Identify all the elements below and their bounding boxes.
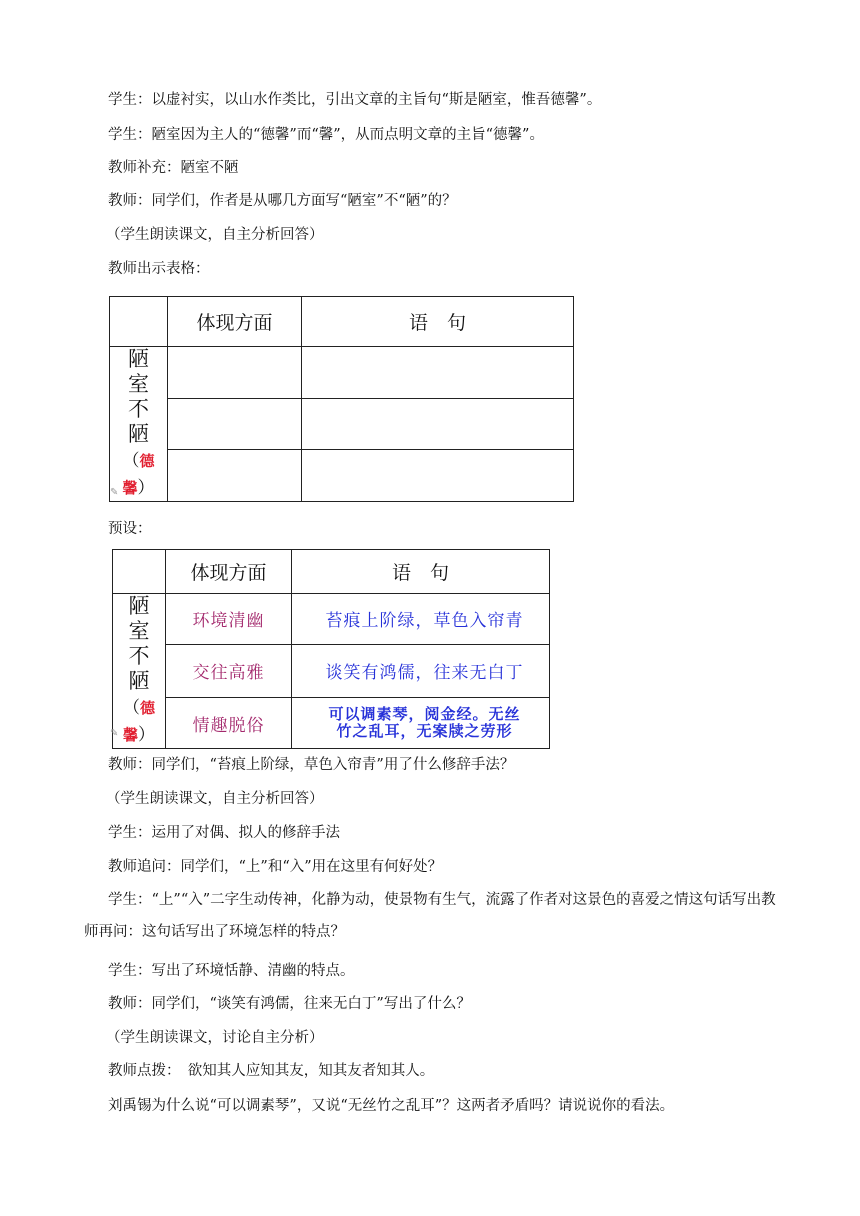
paragraph: （学生朗读课文，自主分析回答） [106, 227, 324, 243]
header-sentence: 语 句 [302, 297, 574, 347]
side-label-red: 德馨 [122, 699, 155, 744]
paragraph: （学生朗读课文，自主分析回答） [106, 791, 324, 807]
header-aspect: 体现方面 [166, 550, 292, 594]
header-sentence: 语 句 [292, 550, 550, 594]
paragraph: 教师补充：陋室不陋 [108, 160, 239, 176]
paragraph: 教师追问：同学们，“上”和“入”用在这里有何好处？ [108, 859, 443, 875]
paragraph: 教师：同学们，“苔痕上阶绿，草色入帘青”用了什么修辞手法？ [108, 757, 515, 773]
paragraph: 刘禹锡为什么说“可以调素琴”，又说“无丝竹之乱耳”？这两者矛盾吗？请说说你的看法。 [108, 1098, 675, 1114]
empty-cell [302, 347, 574, 399]
aspect-cell: 交往高雅 [166, 644, 292, 697]
paragraph: 学生：以虚衬实，以山水作类比，引出文章的主旨句“斯是陋室，惟吾德馨”。 [108, 92, 602, 108]
side-label: 陋 室 不 陋 （德馨） [113, 594, 166, 749]
empty-cell [302, 450, 574, 502]
empty-table [109, 296, 574, 502]
paragraph: （学生朗读课文，讨论自主分析） [106, 1030, 324, 1046]
paragraph: 教师出示表格： [108, 261, 210, 277]
anchor-mark-icon: ✎ [110, 728, 119, 739]
empty-cell [168, 347, 302, 399]
sentence-cell: 谈笑有鸿儒，往来无白丁 [292, 644, 550, 697]
sentence-cell: 可以调素琴，阅金经。无丝 竹之乱耳，无案牍之劳形 [292, 698, 550, 749]
paragraph: 学生：运用了对偶、拟人的修辞手法 [108, 825, 340, 841]
paragraph: 教师点拨： 欲知其人应知其友，知其友者知其人。 [108, 1063, 435, 1079]
paragraph: 教师：同学们，“谈笑有鸿儒，往来无白丁”写出了什么？ [108, 996, 471, 1012]
sentence-cell: 苔痕上阶绿，草色入帘青 [292, 594, 550, 645]
header-aspect: 体现方面 [168, 297, 302, 347]
paragraph: 学生：写出了环境恬静、清幽的特点。 [108, 963, 355, 979]
empty-cell [168, 450, 302, 502]
side-label-red: 德馨 [122, 452, 155, 497]
preset-label: 预设： [108, 521, 152, 537]
corner-cell [113, 550, 166, 594]
filled-table [112, 549, 550, 749]
empty-cell [168, 398, 302, 450]
paragraph-wrapped: 学生：“上”“入”二字生动传神，化静为动，使景物有生气，流露了作者对这景色的喜爱之情这句话写出教师再问：这句话写出了环境怎样的特点？ [84, 892, 776, 940]
anchor-mark-icon: ✎ [110, 487, 119, 498]
side-label: 陋 室 不 陋 （德馨） [110, 347, 168, 502]
empty-cell [302, 398, 574, 450]
paragraph: 教师：同学们，作者是从哪几方面写“陋室”不“陋”的？ [108, 193, 457, 209]
aspect-cell: 环境清幽 [166, 594, 292, 645]
corner-cell [110, 297, 168, 347]
aspect-cell: 情趣脱俗 [166, 698, 292, 749]
paragraph: 学生：陋室因为主人的“德馨”而“馨”，从而点明文章的主旨“德馨”。 [108, 127, 544, 143]
